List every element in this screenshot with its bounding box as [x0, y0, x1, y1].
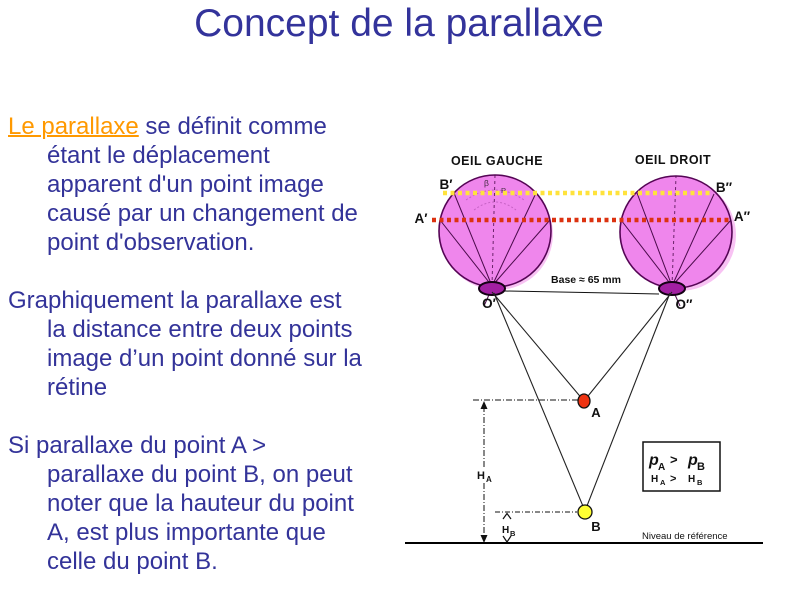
label-o-dprime: O″ [675, 297, 693, 312]
paragraph-graphique [8, 286, 410, 402]
formula-p1: p [649, 452, 659, 469]
formula-gt1: > [670, 452, 678, 467]
formula-h1-sub: A [660, 478, 666, 487]
reference-label: Niveau de référence [642, 531, 728, 542]
formula-p2: p [688, 452, 698, 469]
right-eye-title: OEIL DROIT [634, 153, 712, 167]
formula-h2-sub: B [697, 478, 703, 487]
formula-box [643, 442, 720, 491]
text-line: image d’un point donné sur la [47, 345, 362, 372]
ha-label: H [477, 470, 485, 482]
hb-label-sub: B [510, 529, 516, 538]
text-line-rest: se définit comme [138, 113, 327, 140]
text-line: celle du point B. [47, 548, 218, 575]
formula-h2: H [688, 474, 696, 485]
ha-label-sub: A [486, 475, 492, 484]
text-line: apparent d'un point image [47, 171, 324, 198]
point-a-dot [578, 394, 590, 408]
text-line: noter que la hauteur du point [47, 490, 354, 517]
text-line: Si parallaxe du point A > [8, 432, 267, 459]
text-line [8, 112, 410, 141]
body-text [8, 112, 410, 589]
text-line: la distance entre deux points [47, 316, 353, 343]
hb-arrow-up [503, 514, 511, 520]
text-line: Graphiquement la parallaxe est [8, 287, 342, 314]
point-a-label: A [591, 405, 601, 420]
label-b-dprime: B″ [715, 180, 733, 195]
text-line: étant le déplacement [47, 142, 270, 169]
formula-p1-sub: A [658, 462, 666, 473]
left-eye-title: OEIL GAUCHE [450, 154, 544, 168]
text-line: point d'observation. [47, 229, 255, 256]
hb-label: H [502, 525, 510, 536]
formula-gt2: > [670, 473, 677, 485]
label-a-dprime: A″ [733, 209, 751, 224]
page-title: Concept de la parallaxe [194, 2, 604, 45]
beta-angle-label: β [484, 178, 489, 188]
text-line: parallaxe du point B, on peut [47, 461, 353, 488]
ha-arrow-down [481, 535, 488, 543]
text-line: A, est plus importante que [47, 519, 326, 546]
left-pupil [479, 282, 505, 295]
p-angle-label: P [501, 186, 507, 195]
base-label: Base ≈ 65 mm [551, 274, 621, 286]
formula-h1: H [651, 474, 659, 485]
base-line [505, 291, 659, 294]
point-b-dot [578, 505, 592, 519]
hb-arrow-down [503, 536, 511, 542]
right-pupil [659, 282, 685, 295]
formula-p2-sub: B [697, 461, 705, 473]
text-line: rétine [47, 374, 108, 401]
text-line: causé par un changement de [47, 200, 358, 227]
parallax-diagram [400, 140, 798, 570]
label-a-prime: A′ [414, 211, 428, 226]
label-b-prime: B′ [439, 177, 453, 192]
paragraph-comparaison [8, 431, 410, 576]
ha-arrow-up [481, 401, 488, 409]
label-o-prime: O′ [482, 296, 496, 311]
parallaxe-link[interactable]: Le parallaxe [8, 113, 139, 140]
point-b-label: B [591, 519, 601, 534]
paragraph-definition [8, 112, 410, 257]
